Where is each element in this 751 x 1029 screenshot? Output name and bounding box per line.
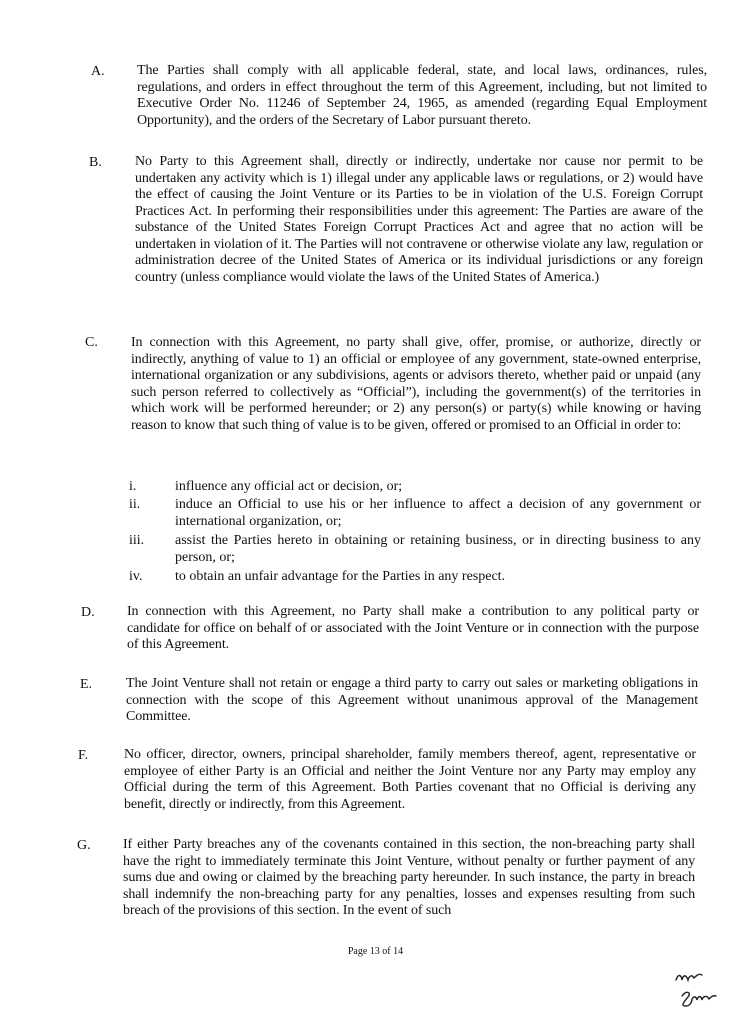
clause-letter: E. bbox=[80, 677, 93, 692]
subitem-numeral: iii. bbox=[129, 533, 145, 548]
clause-letter: C. bbox=[85, 335, 98, 350]
subitem-text: induce an Official to use his or her influence to affect a decision of any government or international organization, or; bbox=[175, 497, 701, 529]
clause-letter: D. bbox=[81, 605, 95, 620]
clause-letter: F. bbox=[78, 748, 89, 763]
clause-letter: G. bbox=[77, 838, 91, 853]
clause-text: No officer, director, owners, principal shareholder, family members thereof, agent, representative or employee of either Party is an Official and neither the Joint Venture nor any Party may employ any Official during the term of this Agreement. Both Parties covenant that no Official is deriving any benefit, directly or indirectly, from this Agreement. bbox=[124, 747, 696, 812]
page-number: Page 13 of 14 bbox=[347, 946, 404, 957]
handwritten-initials-icon bbox=[672, 966, 732, 1016]
subitem-numeral: ii. bbox=[129, 497, 141, 512]
clause-letter: B. bbox=[89, 155, 102, 170]
clause-letter: A. bbox=[91, 64, 105, 79]
subitem-text: assist the Parties hereto in obtaining or retaining business, or in directing business to any person, or; bbox=[175, 533, 701, 565]
clause-text: If either Party breaches any of the covenants contained in this section, the non-breaching party shall have the right to immediately terminate this Joint Venture, without penalty or further payment of any sums due and owing or claimed by the breaching party hereunder. In such instance, the party in breach shall indemnify the non-breaching party for any penalties, losses and expenses resulting from such breach of the provisions of this section. In the event of such bbox=[123, 837, 695, 918]
subitem-numeral: i. bbox=[129, 479, 137, 494]
clause-text: In connection with this Agreement, no party shall give, offer, promise, or authorize, directly or indirectly, anything of value to 1) an official or employee of any government, state-owned enterprise, international organization or any subdivisions, agents or advisors thereto, whether paid or unpaid (any such person referred to collectively as “Official”), including the government(s) of the territories in which work will be performed hereunder; or 2) any person(s) or party(s) while knowing or having reason to know that such thing of value is to be given, offered or promised to an Official in order to: bbox=[131, 335, 701, 433]
subitem-text: influence any official act or decision, or; bbox=[175, 479, 403, 494]
subitem-numeral: iv. bbox=[129, 569, 143, 584]
clause-text: The Parties shall comply with all applicable federal, state, and local laws, ordinances, rules, regulations, and orders in effect throughout the term of this Agreement, including, but not limited to Executive Order No. 11246 of September 24, 1965, as amended (regarding Equal Employment Opportunity), and the orders of the Secretary of Labor pursuant thereto. bbox=[137, 63, 707, 128]
subitem-text: to obtain an unfair advantage for the Parties in any respect. bbox=[175, 569, 506, 584]
clause-text: In connection with this Agreement, no Party shall make a contribution to any political party or candidate for office on behalf of or associated with the Joint Venture or in connection with the purpose of this Agreement. bbox=[127, 604, 699, 652]
clause-text: The Joint Venture shall not retain or engage a third party to carry out sales or marketing obligations in connection with the scope of this Agreement without unanimous approval of the Management Committee. bbox=[126, 676, 698, 724]
clause-text: No Party to this Agreement shall, directly or indirectly, undertake nor cause nor permit to be undertaken any activity which is 1) illegal under any applicable laws or regulations, or 2) would have the effect of causing the Joint Venture or its Parties to be in violation of the U.S. Foreign Corrupt Practices Act. In performing their responsibilities under this agreement: The Parties are aware of the substance of the United States Foreign Corrupt Practices Act and agree that no action will be undertaken in violation of it. The Parties will not contravene or otherwise violate any law, regulation or administration decree of the United States of America or its individual jurisdictions or any foreign country (unless compliance would violate the laws of the United States of America.) bbox=[135, 154, 703, 285]
